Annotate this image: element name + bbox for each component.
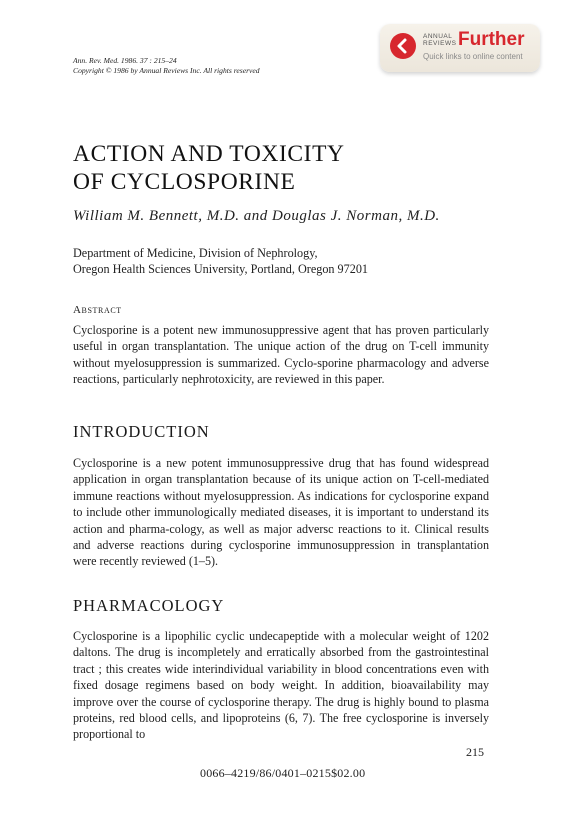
banner-small-text (423, 33, 456, 47)
section-heading-pharmacology: PHARMACOLOGY (73, 596, 225, 615)
copyright-line: Copyright © 1986 by Annual Reviews Inc. All rights reserved (73, 66, 260, 75)
affiliation-line-2: Oregon Health Sciences University, Portland, Oregon 97201 (73, 262, 369, 276)
journal-citation (73, 56, 260, 76)
article-title (73, 140, 345, 196)
article-code: 0066–4219/86/0401–0215$02.00 (200, 766, 366, 780)
banner-brand: Further (458, 29, 525, 50)
authors: William M. Bennett, M.D. and Douglas J. Norman, M.D. (73, 208, 440, 224)
title-line-2: OF CYCLOSPORINE (73, 169, 296, 195)
pharmacology-text: Cyclosporine is a lipophilic cyclic undecapeptide with a molecular weight of 1202 daltons. The drug is incompletely and erratically absorbed from the gastrointestinal tract ; this creates wide interindividual variability in blood concentrations even with fixed dosage regimens based on body weight. In addition, bioavailability may improve over the course of cyclosporine therapy. The drug is highly bound to plasma proteins, red blood cells, and lipoproteins (6, 7). The free cyclosporine is inversely proportional to (73, 629, 489, 742)
page-number: 215 (466, 745, 484, 759)
citation-line: Ann. Rev. Med. 1986. 37 : 215–24 (73, 56, 177, 65)
abstract-heading: Abstract (73, 304, 122, 316)
affiliation-line-1: Department of Medicine, Division of Nephrology, (73, 246, 318, 260)
abstract-text: Cyclosporine is a potent new immunosuppressive agent that has proven particularly useful in organ transplantation. The unique action of the drug on T-cell immunity without myelosuppression is summarized. Cyclo-sporine pharmacology and adverse reactions, particularly nephrotoxicity, are reviewed in this paper. (73, 323, 489, 387)
chevron-left-icon (390, 33, 416, 59)
banner-reviews: REVIEWS (423, 40, 457, 47)
banner-annual: ANNUAL (423, 33, 453, 40)
introduction-text: Cyclosporine is a new potent immunosuppressive drug that has found widespread application in organ transplantation because of its unique action on T-cell-mediated immune reactions without myelosuppression. As indications for cyclosporine expand to include other immunologically mediated diseases, it is important to understand its action and pharma-cology, as well as major adversc reactions to it. Clinical results and adverse reactions during cyclosporine immunosuppression in transplantation were recently reviewed (1–5). (73, 456, 489, 569)
title-line-1: ACTION AND TOXICITY (73, 141, 345, 167)
annual-reviews-further-banner[interactable] (380, 24, 540, 72)
banner-subtitle: Quick links to online content (423, 52, 523, 61)
affiliation (73, 245, 368, 277)
section-heading-introduction: INTRODUCTION (73, 422, 210, 441)
